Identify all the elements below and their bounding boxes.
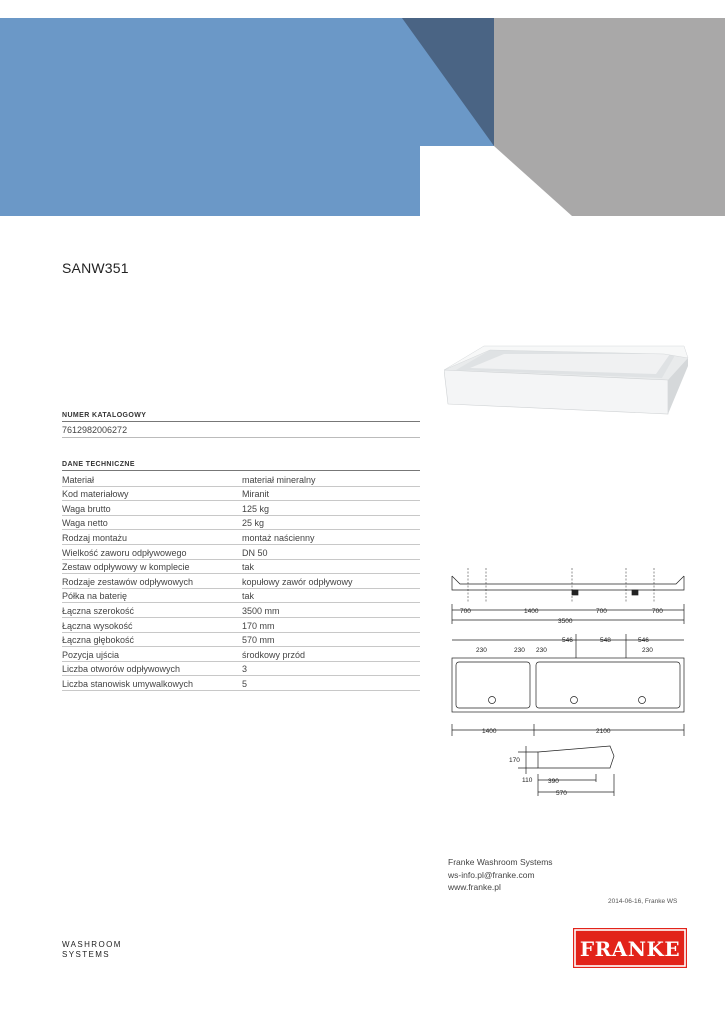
header-grey-block: [494, 18, 725, 216]
spec-row: [62, 617, 420, 632]
dim-plan-1400: 1400: [482, 728, 497, 735]
dim-plan-230d: 230: [642, 647, 653, 654]
spec-value: 170 mm: [242, 617, 420, 632]
spec-value: 570 mm: [242, 632, 420, 647]
spec-key: Waga brutto: [62, 501, 242, 516]
dim-front-700a: 700: [460, 608, 471, 615]
spec-row: [62, 676, 420, 691]
dim-front-700b: 700: [596, 608, 607, 615]
spec-value: 3: [242, 661, 420, 676]
dim-plan-2100: 2100: [596, 728, 611, 735]
spec-value: tak: [242, 559, 420, 574]
spec-row: [62, 574, 420, 589]
dim-plan-546a: 546: [562, 637, 573, 644]
spec-key: Liczba stanowisk umywalkowych: [62, 676, 242, 691]
spec-value: DN 50: [242, 544, 420, 559]
dim-plan-230c: 230: [536, 647, 547, 654]
spec-key: Materiał: [62, 472, 242, 486]
spec-key: Rodzaje zestawów odpływowych: [62, 574, 242, 589]
spec-key: Rodzaj montażu: [62, 530, 242, 545]
contact-company: Franke Washroom Systems: [448, 857, 553, 867]
spec-row: [62, 603, 420, 618]
product-photo: [444, 340, 692, 422]
spec-row: [62, 647, 420, 662]
spec-row: [62, 632, 420, 647]
spec-row: [62, 544, 420, 559]
spec-value: tak: [242, 588, 420, 603]
dim-side-110: 110: [522, 777, 533, 784]
dim-side-390: 390: [548, 778, 559, 785]
spec-value: 25 kg: [242, 515, 420, 530]
technical-table: [62, 472, 420, 691]
contact-website[interactable]: www.franke.pl: [448, 882, 501, 892]
spec-row: [62, 515, 420, 530]
spec-row: [62, 486, 420, 501]
spec-key: Łączna szerokość: [62, 603, 242, 618]
spec-value: 5: [242, 676, 420, 691]
catalog-rule-top: [62, 421, 420, 422]
spec-value: materiał mineralny: [242, 472, 420, 486]
header-blue-block: [0, 18, 420, 216]
spec-key: Waga netto: [62, 515, 242, 530]
spec-key: Zestaw odpływowy w komplecie: [62, 559, 242, 574]
spec-key: Pozycja ujścia: [62, 647, 242, 662]
spec-row: [62, 501, 420, 516]
spec-row: [62, 661, 420, 676]
spec-key: Półka na baterię: [62, 588, 242, 603]
spec-key: Łączna wysokość: [62, 617, 242, 632]
spec-value: 125 kg: [242, 501, 420, 516]
spec-value: środkowy przód: [242, 647, 420, 662]
date-line: 2014-06-16, Franke WS: [608, 898, 678, 905]
dim-front-total: 3500: [558, 618, 573, 625]
spec-value: 3500 mm: [242, 603, 420, 618]
spec-key: Liczba otworów odpływowych: [62, 661, 242, 676]
product-title: SANW351: [62, 260, 129, 276]
dim-front-700c: 700: [652, 608, 663, 615]
technical-rule-top: [62, 470, 420, 471]
header-graphic: [0, 18, 725, 216]
spec-row: [62, 472, 420, 486]
dim-plan-230b: 230: [514, 647, 525, 654]
spec-value: Miranit: [242, 486, 420, 501]
dim-plan-548: 548: [600, 637, 611, 644]
technical-drawing: [446, 568, 690, 802]
catalog-label: NUMER KATALOGOWY: [62, 412, 147, 419]
franke-logo: [573, 928, 687, 968]
technical-label: DANE TECHNICZNE: [62, 461, 135, 468]
footer-line-1: WASHROOM: [62, 940, 122, 949]
spec-key: Łączna głębokość: [62, 632, 242, 647]
spec-row: [62, 559, 420, 574]
spec-value: montaż naścienny: [242, 530, 420, 545]
spec-value: kopułowy zawór odpływowy: [242, 574, 420, 589]
catalog-number: 7612982006272: [62, 425, 128, 435]
dim-plan-230a: 230: [476, 647, 487, 654]
spec-row: [62, 588, 420, 603]
footer-line-2: SYSTEMS: [62, 950, 111, 959]
catalog-rule-bottom: [62, 437, 420, 438]
spec-key: Wielkość zaworu odpływowego: [62, 544, 242, 559]
spec-key: Kod materiałowy: [62, 486, 242, 501]
dim-side-570: 570: [556, 790, 567, 797]
dim-side-170: 170: [509, 757, 520, 764]
contact-block: [448, 856, 553, 894]
contact-email[interactable]: ws-info.pl@franke.com: [448, 869, 535, 880]
spec-row: [62, 530, 420, 545]
dim-front-1400: 1400: [524, 608, 539, 615]
logo-text: FRANKE: [579, 937, 681, 961]
dim-plan-546b: 546: [638, 637, 649, 644]
